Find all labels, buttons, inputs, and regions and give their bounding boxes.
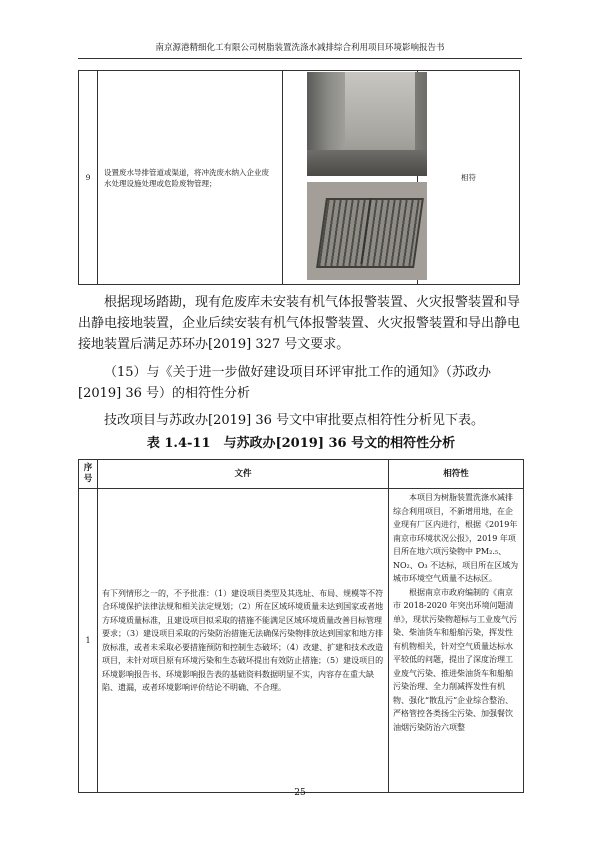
match-text-2: 根据南京市政府编制的《南京市 2018-2020 年突出环境问题清单》，现状污染物超标与工业废气污染、柴油货车和船舶污染，挥发性有机物相关，针对空气质量达标水平较低的问题，提出了深度治理工业废气污染、推进柴油货车和船舶污染治理、全力削减挥发性有机物、强化“散乱污”企业综合整治、严格管控各类扬尘污染、加强餐饮油烟污染防治六项整 (393, 587, 517, 732)
photo-floor-area (307, 150, 427, 176)
compliance-table (78, 459, 524, 793)
site-photo-wall (307, 72, 427, 176)
row-number: 9 (79, 71, 98, 285)
match-text-1: 本项目为树脂装置洗涤水减排综合利用项目，不新增用地，在企业现有厂区内进行，根据《2019年南京市环境状况公报》，2019 年项目所在地六项污染物中 PM₂.₅、NO₂、O₃ 不达标，项目所在区域为城市环境空气质量不达标区。 (393, 493, 519, 583)
body-paragraph-1: 根据现场踏勘，现有危废库未安装有机气体报警装置、火灾报警装置和导出静电接地装置，企业后续安装有机气体报警装置、火灾报警装置和导出静电接地装置后满足苏环办[2019] 327 号文要求。 (78, 295, 521, 352)
header-doc: 文件 (98, 460, 389, 489)
site-photo-grate (307, 182, 427, 280)
document-text: 有下列情形之一的，不予批准：（1）建设项目类型及其选址、布局、规模等不符合环境保护法律法规和相关法定规划；（2）所在区域环境质量未达到国家或者地方环境质量标准，且建设项目拟采取的措施不能满足区域环境质量改善目标管理要求；（3）建设项目采取的污染防治措施无法确保污染物排放达到国家和地方排放标准，或者未采取必要措施预防和控制生态破坏；（4）改建、扩建和技术改造项目，未针对项目原有环境污染和生态破坏提出有效防止措施；（5）建设项目的环境影响报告书、环境影响报告表的基础资料数据明显不实，内容存在重大缺陷、遗漏，或者环境影响评价结论不明确、不合理。 (98, 489, 389, 793)
page-number: 25 (294, 788, 306, 798)
requirement-table-continued (78, 70, 520, 285)
page-header (78, 38, 522, 59)
match-cell (389, 489, 524, 793)
result-cell: 相符 (418, 71, 520, 285)
table-caption: 表 1.4-11 与苏政办[2019] 36 号文的相符性分析 (146, 436, 456, 451)
table-row (79, 489, 524, 793)
header-num: 序号 (79, 460, 98, 489)
header-match: 相符性 (389, 460, 524, 489)
body-paragraph-2: （15）与《关于进一步做好建设项目环评审批工作的通知》（苏政办[2019] 36 号）的相符性分析 (78, 365, 492, 401)
table-header-row (79, 460, 524, 489)
header-title: 南京源港精细化工有限公司树脂装置洗涤水减排综合利用项目环境影响报告书 (155, 43, 445, 53)
requirement-text: 设置废水导排管道或渠道，将冲洗废水纳入企业废水处理设施处理或危险废物管理； (98, 71, 283, 285)
table-row (79, 71, 520, 285)
body-paragraph-3: 技改项目与苏政办[2019] 36 号文中审批要点相符性分析见下表。 (104, 413, 485, 428)
row-number: 1 (79, 489, 98, 793)
